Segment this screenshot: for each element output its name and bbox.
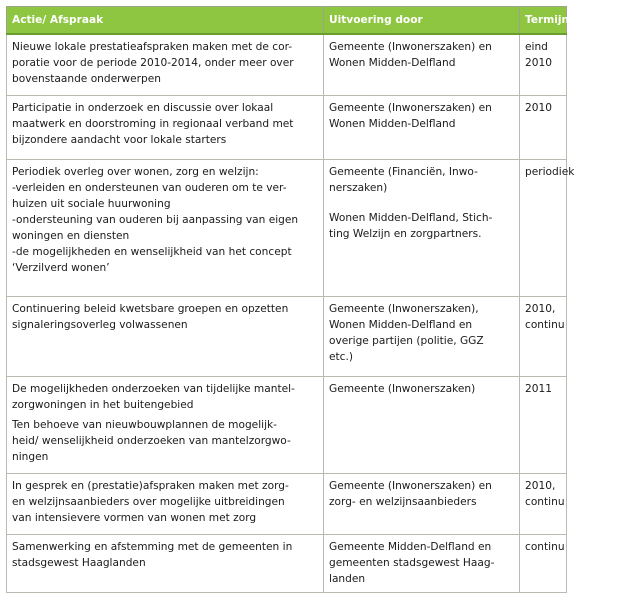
table-row <box>7 474 567 535</box>
termijn-cell: 2011 <box>520 377 567 474</box>
table-row <box>7 160 567 297</box>
actie-cell: Continuering beleid kwetsbare groepen en opzetten signaleringsoverleg volwassenen <box>7 297 324 377</box>
termijn-cell: eind 2010 <box>520 34 567 96</box>
table-row <box>7 535 567 593</box>
uitvoering-cell: Gemeente (Financiën, Inwo- nerszaken) Wonen Midden-Delfland, Stich- ting Welzijn en zorgpartners. <box>324 160 520 297</box>
actie-cell: Nieuwe lokale prestatieafspraken maken met de cor- poratie voor de periode 2010-2014, onder meer over bovenstaande onderwerpen <box>7 34 324 96</box>
uitvoering-cell: Gemeente (Inwonerszaken) <box>324 377 520 474</box>
actie-cell: Participatie in onderzoek en discussie over lokaal maatwerk en doorstroming in regionaal verband met bijzondere aandacht voor lokale starters <box>7 96 324 160</box>
uitvoering-cell: Gemeente Midden-Delfland en gemeenten stadsgewest Haag- landen <box>324 535 520 593</box>
header-row <box>7 7 567 35</box>
actie-cell: Periodiek overleg over wonen, zorg en welzijn: -verleiden en ondersteunen van ouderen om te ver- huizen uit sociale huurwoning -ondersteuning van ouderen bij aanpassing van eigen woningen en diensten -de mogelijkheden en wenselijkheid van het concept ‘Verzilverd wonen’ <box>7 160 324 297</box>
table-row <box>7 34 567 96</box>
uitvoering-cell: Gemeente (Inwonerszaken) en zorg- en welzijnsaanbieders <box>324 474 520 535</box>
table-row <box>7 377 567 474</box>
uitvoering-cell: Gemeente (Inwonerszaken) en Wonen Midden-Delfland <box>324 96 520 160</box>
header-actie: Actie/ Afspraak <box>7 7 324 35</box>
table-row <box>7 96 567 160</box>
actie-cell: In gesprek en (prestatie)afspraken maken met zorg- en welzijnsaanbieders over mogelijke uitbreidingen van intensievere vormen van wonen met zorg <box>7 474 324 535</box>
actie-cell: Samenwerking en afstemming met de gemeenten in stadsgewest Haaglanden <box>7 535 324 593</box>
header-uitvoering: Uitvoering door <box>324 7 520 35</box>
termijn-cell: 2010, continu <box>520 474 567 535</box>
header-termijn: Termijn <box>520 7 567 35</box>
uitvoering-cell: Gemeente (Inwonerszaken), Wonen Midden-Delfland en overige partijen (politie, GGZ etc.) <box>324 297 520 377</box>
uitvoering-cell: Gemeente (Inwonerszaken) en Wonen Midden-Delfland <box>324 34 520 96</box>
table-row <box>7 297 567 377</box>
termijn-cell: 2010, continu <box>520 297 567 377</box>
termijn-cell: continu <box>520 535 567 593</box>
termijn-cell: periodiek <box>520 160 567 297</box>
agreements-table <box>6 6 575 593</box>
agreements-table-wrapper <box>6 6 575 593</box>
termijn-cell: 2010 <box>520 96 567 160</box>
actie-cell: De mogelijkheden onderzoeken van tijdelijke mantel- zorgwoningen in het buitengebied Ten behoeve van nieuwbouwplannen de mogelijk- heid/ wenselijkheid onderzoeken van mantelzorgwo- ningen <box>7 377 324 474</box>
